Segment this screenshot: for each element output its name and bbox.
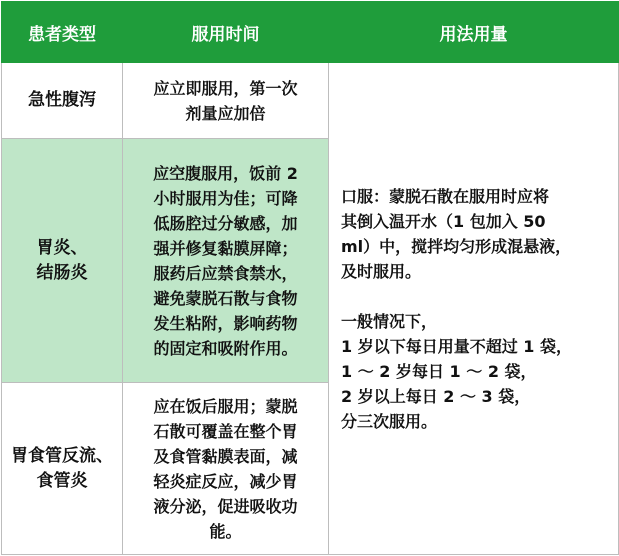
usage-text-line: 一般情况下， [341,311,438,331]
usage-text-line: 1 ～ 2 岁每日 1 ～ 2 袋， [341,361,537,381]
table-row [2,63,619,139]
usage-text-line: 其倒入温开水（1 包加入 50 [341,211,546,231]
timing-cell [123,63,329,139]
patient-type-cell [2,63,123,139]
cell-text-line: 应立即服用，第一次 [153,78,298,98]
cell-text-line: 小时服用为佳；可降 [153,188,298,208]
cell-text-line: 胃食管反流、 [11,445,113,466]
cell-text-line: 发生粘附，影响药物 [153,313,298,333]
cell-text-line: 食管炎 [36,470,88,491]
cell-text-line: 避免蒙脱石散与食物 [153,288,298,308]
cell-text-line: 能。 [209,521,242,541]
timing-cell [123,139,329,383]
cell-text-line: 胃炎、 [36,237,88,258]
usage-text-line: 及时服用。 [341,261,422,281]
usage-text-line: 2 岁以上每日 2 ～ 3 袋， [341,386,531,406]
cell-text-line: 石散可覆盖在整个胃 [153,421,298,441]
cell-text-line: 结肠炎 [36,262,88,283]
paragraph-gap [341,284,608,309]
cell-text-line: 应空腹服用，饭前 2 [153,163,298,183]
timing-cell [123,383,329,555]
header-usage-dosage: 用法用量 [329,2,619,63]
cell-text-line: 剂量应加倍 [185,103,266,123]
cell-text-line: 应在饭后服用；蒙脱 [153,396,298,416]
cell-text-line: 强并修复黏膜屏障； [153,238,298,258]
cell-text-line: 低肠腔过分敏感，加 [153,213,298,233]
usage-text-line: 口服：蒙脱石散在服用时应将 [341,186,550,206]
cell-text-line: 的固定和吸附作用。 [153,338,298,358]
cell-text-line: 液分泌，促进吸收功 [153,496,298,516]
header-timing: 服用时间 [123,2,329,63]
header-row [2,2,619,63]
patient-type-cell [2,383,123,555]
usage-text-line: 1 岁以下每日用量不超过 1 袋， [341,336,572,356]
usage-dosage-cell [329,63,619,555]
cell-text-line: 轻炎症反应，减少胃 [153,471,298,491]
cell-text-line: 急性腹泻 [28,90,96,110]
cell-text-line: 及食管黏膜表面，减 [153,446,298,466]
patient-type-cell [2,139,123,383]
cell-text-line: 服药后应禁食禁水， [153,263,298,283]
usage-text-line: ml）中，搅拌均匀形成混悬液， [341,236,572,256]
dosage-table [1,1,619,555]
usage-text-line: 分三次服用。 [341,411,438,431]
header-patient-type: 患者类型 [2,2,123,63]
